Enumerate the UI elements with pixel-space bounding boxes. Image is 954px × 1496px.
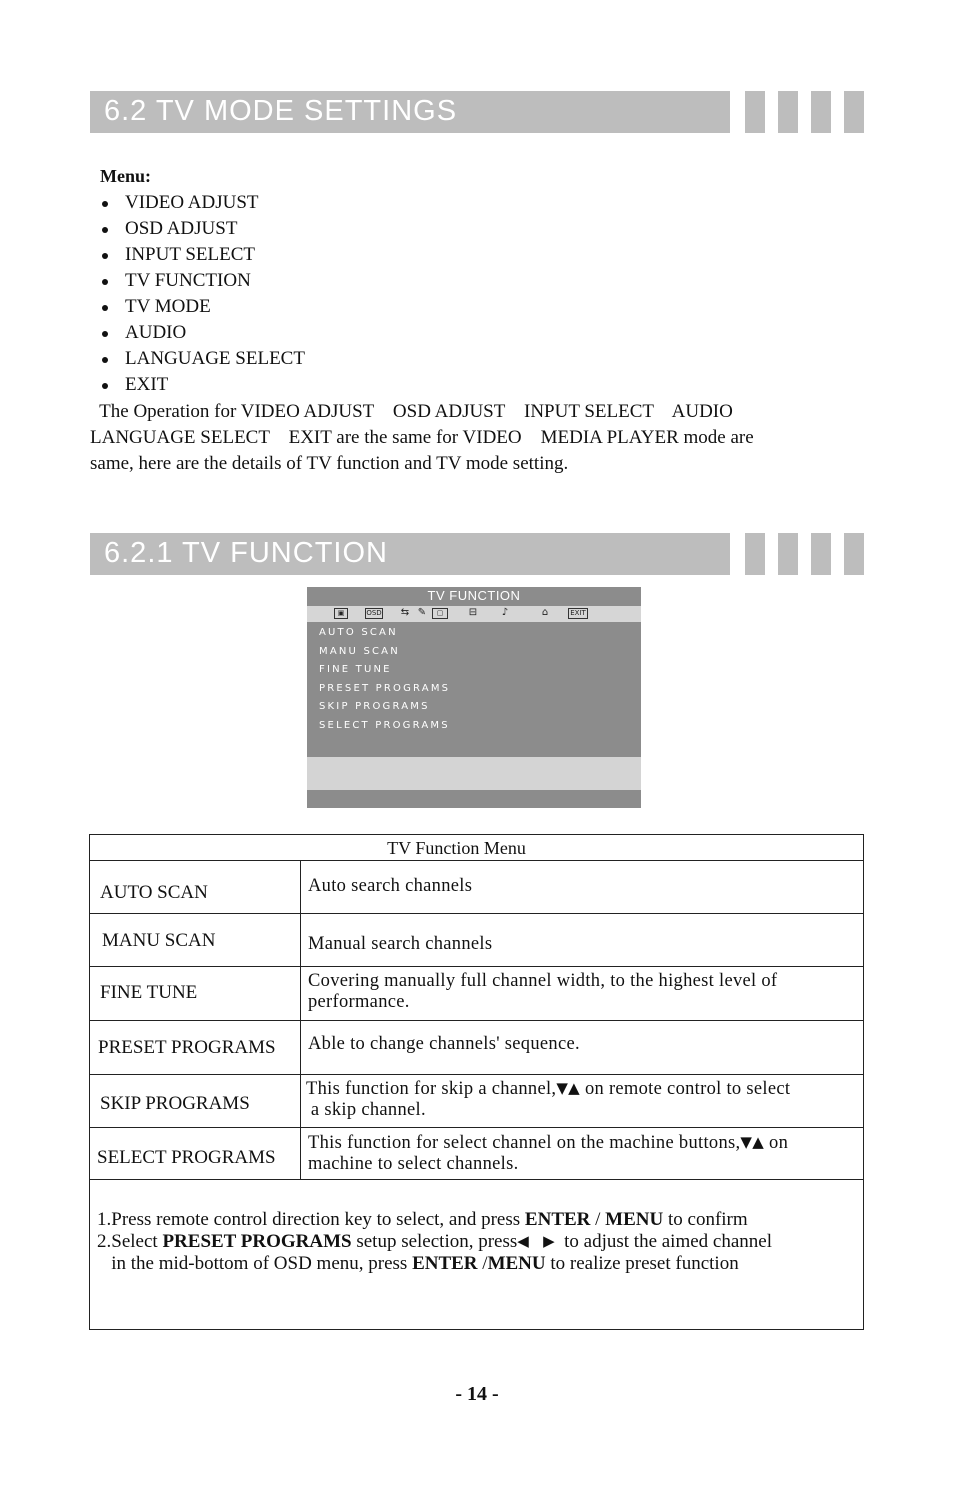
osd-icon-bar xyxy=(307,606,641,622)
paragraph-line: The Operation for VIDEO ADJUST OSD ADJUST INPUT SELECT AUDIO xyxy=(90,401,733,422)
intro-paragraph xyxy=(90,399,850,477)
right-arrow-icon: ▶ xyxy=(543,1232,555,1250)
list-item: OSD ADJUST xyxy=(100,216,305,242)
divider xyxy=(300,860,301,1180)
table-cell-desc xyxy=(308,971,777,1013)
table-cell-desc: Auto search channels xyxy=(308,876,473,896)
bullet-icon xyxy=(102,383,108,389)
list-item: TV FUNCTION xyxy=(100,268,305,294)
list-item: INPUT SELECT xyxy=(100,242,305,268)
menu-list xyxy=(100,190,305,398)
list-item: EXIT xyxy=(100,372,305,398)
desc-line: Covering manually full channel width, to the highest level of xyxy=(308,971,778,991)
tv-function-table xyxy=(89,834,864,1330)
bullet-icon xyxy=(102,331,108,337)
paragraph-line: same, here are the details of TV function and TV mode setting. xyxy=(90,453,569,474)
note-line: 1.Press remote control direction key to select, and press ENTER / MENU to confirm xyxy=(97,1209,748,1230)
section-header-bar xyxy=(90,533,730,575)
list-item: AUDIO xyxy=(100,320,305,346)
paragraph-line: LANGUAGE SELECT EXIT are the same for VIDEO MEDIA PLAYER mode are xyxy=(90,427,754,448)
left-arrow-icon: ◀ xyxy=(517,1232,529,1250)
decorative-block xyxy=(745,533,765,575)
bullet-icon xyxy=(102,227,108,233)
up-down-arrow-icon: ▼▲ xyxy=(740,1133,765,1151)
table-cell-name: SELECT PROGRAMS xyxy=(97,1147,276,1168)
osd-menu-list xyxy=(319,624,450,736)
list-item: TV MODE xyxy=(100,294,305,320)
osd-menu-item: SELECT PROGRAMS xyxy=(319,719,450,731)
table-cell-desc xyxy=(308,1132,788,1175)
bullet-icon xyxy=(102,357,108,363)
bullet-icon xyxy=(102,305,108,311)
osd-screenshot xyxy=(307,587,641,808)
list-item: LANGUAGE SELECT xyxy=(100,346,305,372)
divider xyxy=(90,913,863,914)
tv-mode-icon: ⊟ xyxy=(468,607,478,618)
bullet-icon xyxy=(102,201,108,207)
decorative-block xyxy=(844,91,864,133)
input-icon: ⇆ xyxy=(400,607,410,618)
picture-icon: ▣ xyxy=(334,608,348,619)
list-item: VIDEO ADJUST xyxy=(100,190,305,216)
divider xyxy=(90,1074,863,1075)
decorative-block xyxy=(811,91,831,133)
divider xyxy=(90,1020,863,1021)
divider xyxy=(90,966,863,967)
note-line: 2.Select PRESET PROGRAMS setup selection, press◀ ▶ to adjust the aimed channel xyxy=(97,1231,773,1252)
osd-menu-item: SKIP PROGRAMS xyxy=(319,701,430,713)
table-cell-name: PRESET PROGRAMS xyxy=(98,1037,276,1058)
table-header: TV Function Menu xyxy=(387,838,526,858)
section-title: 6.2 TV MODE SETTINGS xyxy=(104,95,458,127)
table-cell-name: SKIP PROGRAMS xyxy=(100,1093,250,1114)
divider xyxy=(90,1179,863,1180)
table-cell-name: FINE TUNE xyxy=(100,982,198,1003)
decorative-block xyxy=(844,533,864,575)
down-arrow-icon: ▼▲ xyxy=(556,1079,581,1097)
decorative-block xyxy=(811,533,831,575)
exit-icon: EXIT xyxy=(568,608,588,619)
osd-menu-item: MANU SCAN xyxy=(319,645,400,657)
bullet-icon xyxy=(102,279,108,285)
decorative-block xyxy=(745,91,765,133)
note-line: in the mid-bottom of OSD menu, press ENTER /MENU to realize preset function xyxy=(97,1253,739,1274)
osd-help-band xyxy=(307,757,641,790)
osd-menu-item: PRESET PROGRAMS xyxy=(319,682,451,694)
desc-line: performance. xyxy=(308,992,410,1012)
divider xyxy=(90,860,863,861)
osd-title: TV FUNCTION xyxy=(427,588,521,603)
desc-line: a skip channel. xyxy=(306,1100,426,1120)
tv-icon: ▢ xyxy=(432,608,448,619)
table-cell-desc xyxy=(306,1078,790,1121)
section-header-bar xyxy=(90,91,730,133)
bullet-icon xyxy=(102,253,108,259)
osd-menu-item: AUTO SCAN xyxy=(319,627,398,638)
decorative-block xyxy=(778,91,798,133)
page-number: - 14 - xyxy=(455,1383,499,1405)
desc-line: This function for skip a channel,▼▲ on remote control to select xyxy=(306,1079,791,1099)
language-icon: ⌂ xyxy=(541,607,549,618)
osd-icon: OSD xyxy=(366,609,382,617)
desc-line: machine to select channels. xyxy=(308,1154,519,1174)
osd-menu-item: FINE TUNE xyxy=(319,664,392,676)
menu-label: Menu: xyxy=(100,166,151,186)
divider xyxy=(90,1127,863,1128)
audio-icon: ♪ xyxy=(501,607,509,618)
table-cell-name: MANU SCAN xyxy=(102,930,216,951)
table-cell-desc: Able to change channels' sequence. xyxy=(308,1034,580,1054)
decorative-block xyxy=(778,533,798,575)
section-title: 6.2.1 TV FUNCTION xyxy=(104,537,388,569)
tool-icon: ✎ xyxy=(417,607,427,618)
desc-line: This function for select channel on the machine buttons,▼▲ on xyxy=(308,1133,789,1153)
table-cell-desc: Manual search channels xyxy=(308,934,493,954)
table-cell-name: AUTO SCAN xyxy=(100,882,208,903)
